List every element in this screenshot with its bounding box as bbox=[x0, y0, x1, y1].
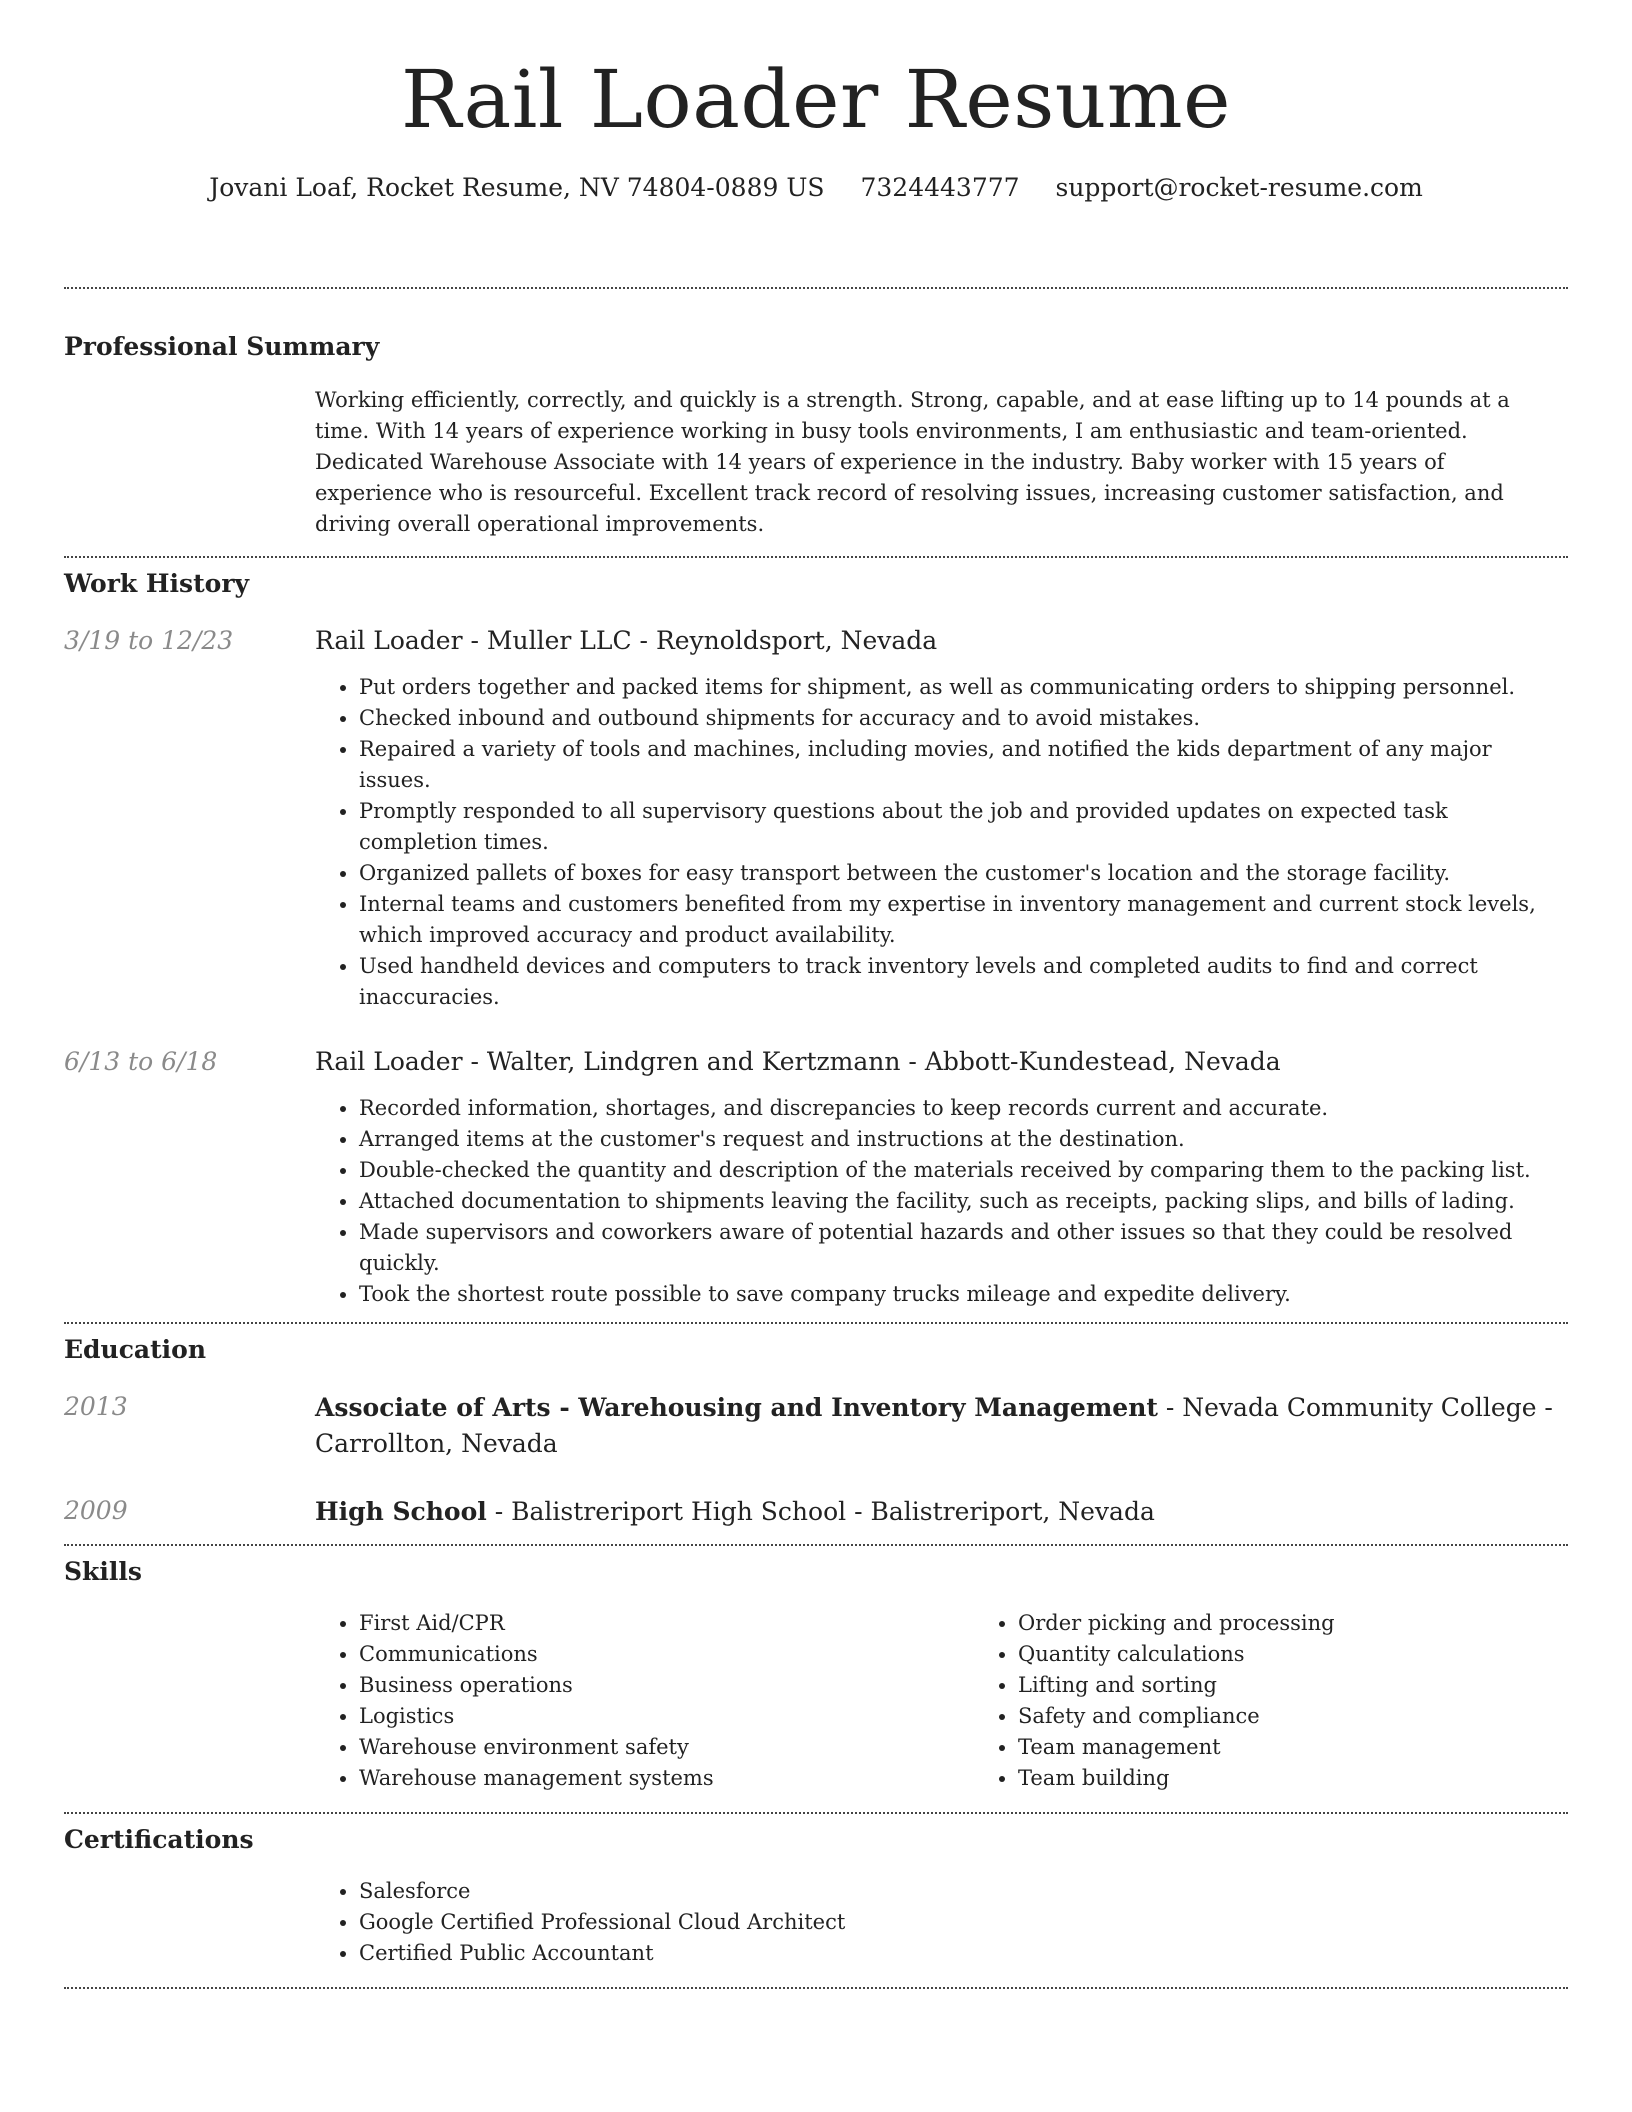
education-heading bbox=[315, 1494, 1568, 1530]
job-entry bbox=[64, 1045, 1568, 1310]
section-title-education: Education bbox=[64, 1335, 207, 1364]
list-item: • Safety and compliance bbox=[1018, 1701, 1335, 1732]
list-item: • Took the shortest route possible to save company trucks mileage and expedite delivery. bbox=[359, 1279, 1568, 1310]
summary-text: Working efficiently, correctly, and quickly is a strength. Strong, capable, and at ease lifting up to 14 pounds at a time. With 14 years of experience working in busy tools environments, I am enthusiastic and team-oriented. Dedicated Warehouse Associate with 14 years of experience in the industry. Baby worker with 15 years of experience who is resourceful. Excellent track record of resolving issues, increasing customer satisfaction, and driving overall operational improvements. bbox=[315, 388, 1510, 536]
list-item: • Put orders together and packed items for shipment, as well as communicating orders to shipping personnel. bbox=[359, 672, 1568, 703]
contact-email: support@rocket-resume.com bbox=[1055, 173, 1423, 202]
job-entry bbox=[64, 624, 1568, 1013]
job-dates: 6/13 to 6/18 bbox=[64, 1047, 218, 1076]
list-item: • Internal teams and customers benefited from my expertise in inventory management and current stock levels, which improved accuracy and product availability. bbox=[359, 889, 1568, 951]
section-title-work: Work History bbox=[64, 569, 250, 598]
divider bbox=[64, 1987, 1568, 1989]
certifications-row bbox=[64, 1876, 1568, 1969]
list-item: • Quantity calculations bbox=[1018, 1639, 1335, 1670]
education-degree: Associate of Arts - Warehousing and Inventory Management bbox=[315, 1393, 1158, 1422]
list-item: • Salesforce bbox=[359, 1876, 1568, 1907]
list-item: • Logistics bbox=[359, 1701, 974, 1732]
list-item: • Certified Public Accountant bbox=[359, 1938, 1568, 1969]
education-school: - Nevada Community College - Carrollton, Nevada bbox=[315, 1393, 1553, 1458]
list-item: • Lifting and sorting bbox=[1018, 1670, 1335, 1701]
job-bullets bbox=[315, 672, 1568, 1013]
education-school: - Balistreriport High School - Balistreriport, Nevada bbox=[486, 1497, 1155, 1526]
list-item: • Warehouse environment safety bbox=[359, 1732, 974, 1763]
skills-list bbox=[974, 1608, 1335, 1794]
list-item: • Promptly responded to all supervisory questions about the job and provided updates on expected task completion times. bbox=[359, 796, 1568, 858]
list-item: • Made supervisors and coworkers aware of potential hazards and other issues so that they could be resolved quickly. bbox=[359, 1217, 1568, 1279]
education-year: 2009 bbox=[64, 1496, 128, 1525]
education-year: 2013 bbox=[64, 1392, 128, 1421]
education-heading bbox=[315, 1390, 1568, 1462]
section-title-summary: Professional Summary bbox=[64, 332, 380, 361]
job-dates: 3/19 to 12/23 bbox=[64, 626, 234, 655]
education-entry bbox=[64, 1390, 1568, 1462]
list-item: • Google Certified Professional Cloud Architect bbox=[359, 1907, 1568, 1938]
list-item: • Double-checked the quantity and description of the materials received by comparing them to the packing list. bbox=[359, 1155, 1568, 1186]
section-title-skills: Skills bbox=[64, 1557, 142, 1586]
list-item: • Recorded information, shortages, and discrepancies to keep records current and accurate. bbox=[359, 1093, 1568, 1124]
summary-row bbox=[64, 385, 1568, 540]
list-item: • Business operations bbox=[359, 1670, 974, 1701]
list-item: • Attached documentation to shipments leaving the facility, such as receipts, packing slips, and bills of lading. bbox=[359, 1186, 1568, 1217]
education-entry bbox=[64, 1494, 1568, 1530]
list-item: • Arranged items at the customer's request and instructions at the destination. bbox=[359, 1124, 1568, 1155]
list-item: • Warehouse management systems bbox=[359, 1763, 974, 1794]
contact-phone: 7324443777 bbox=[860, 173, 1020, 202]
skills-list bbox=[315, 1608, 974, 1794]
education-degree: High School bbox=[315, 1497, 487, 1526]
list-item: • Organized pallets of boxes for easy transport between the customer's location and the storage facility. bbox=[359, 858, 1568, 889]
certifications-list bbox=[315, 1876, 1568, 1969]
list-item: • Used handheld devices and computers to track inventory levels and completed audits to find and correct inaccuracies. bbox=[359, 951, 1568, 1013]
list-item: • Team building bbox=[1018, 1763, 1335, 1794]
job-bullets bbox=[315, 1093, 1568, 1310]
skills-row bbox=[64, 1608, 1568, 1794]
job-heading: Rail Loader - Walter, Lindgren and Kertzmann - Abbott-Kundestead, Nevada bbox=[315, 1047, 1281, 1076]
list-item: • Order picking and processing bbox=[1018, 1608, 1335, 1639]
contact-line bbox=[64, 172, 1568, 204]
job-heading: Rail Loader - Muller LLC - Reynoldsport, Nevada bbox=[315, 626, 938, 655]
contact-address: Jovani Loaf, Rocket Resume, NV 74804-0889 US bbox=[209, 173, 825, 202]
list-item: • Checked inbound and outbound shipments for accuracy and to avoid mistakes. bbox=[359, 703, 1568, 734]
resume-title: Rail Loader Resume bbox=[401, 53, 1231, 146]
section-title-certifications: Certifications bbox=[64, 1825, 254, 1854]
list-item: • Repaired a variety of tools and machines, including movies, and notified the kids department of any major issues. bbox=[359, 734, 1568, 796]
list-item: • Communications bbox=[359, 1639, 974, 1670]
list-item: • First Aid/CPR bbox=[359, 1608, 974, 1639]
list-item: • Team management bbox=[1018, 1732, 1335, 1763]
